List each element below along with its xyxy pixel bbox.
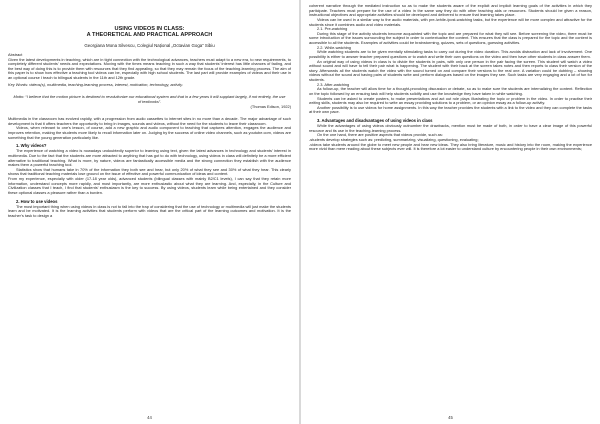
abstract-label: Abstract	[8, 52, 23, 58]
paragraph-posters: Students can be asked to create posters, to make presentations and act out role plays illustrating the topic or problem in the video. In order to practise their writing skills, students may also be required to write an essay providing solutions to a problem, or an opinion essay as a follow-up activity.	[309, 95, 592, 106]
paper-title-line2: A THEORETICAL AND PRACTICAL APPROACH	[86, 32, 213, 39]
intro-paragraph: Multimedia in the classroom has evolved rapidly, with a progression from audio cassettes to internet sites in no more than a decade. The major advantage of such development is that it offers teachers the opportunity to bring in images, sounds and videos, without the need for the students to leave their classroom.	[8, 116, 291, 126]
paragraph-pre-watching: During this stage of the activity students become acquainted with the topic and are prepared for what they will see. Before screening the video, there must be some introduction of the issues surrounding the subject in order to contextualise the content. This ensures that the class is prepared for the topic and the content is accessible to all the students. Examples of activities could be brainstorming, quizzes, sets of questions, guessing activities.	[309, 30, 592, 45]
list-item-globe: -videos take students around the globe to meet new people and hear new ideas. They also bring literature, music and history into the room, making the experience more vivid than mere reading about these subjects ever will. It is therefore a lot easier to understand culture by encountering people in their own environments;	[309, 141, 592, 152]
section-heading-2: 2. How to use videos	[16, 198, 58, 204]
list-item-strategies: -students develop strategies such as: predicting, summarizing, visualizing, questioning, evaluating;	[309, 136, 479, 142]
left-page-content	[8, 26, 291, 408]
section1-paragraph-2: Statistics show that humans take in 70% of the information they both see and hear, but only 20% of what they see and 30% of what they hear. This clearly shows that traditional teaching materials lose ground on the issue of effective and powerful communication of ideas and content.	[8, 166, 291, 177]
section1-paragraph-3: From my experience, especially with older (17-18 year olds), advanced students (bilingual classes with mainly B2/C1 levels), I can say that they retain more information, understand concepts more rapidly, and most importantly, are more enthusiastic about what they are learning. And, especially, in the Culture and Civilization classes that I teach, I find that students’ enthusiasm is the key to success. By using videos, students learn while being entertained and they consider these optional classes a pleasure rather than a burden.	[8, 176, 291, 195]
intro-paragraph-2: Videos, when relevant to one’s lesson, of course, add a new graphic and audio component to teaching that captures attention, engages the audience and improves retention, making the students more likely to recall information later on. Judging by the success of online video channels, such as youtube.com, videos are something that the young generation particularly like.	[8, 125, 291, 140]
left-page	[0, 0, 299, 424]
paragraph-video-tasks: Videos can be used in a similar way to the audio materials, with pre-/while-/post-watching tasks, but the experience will be more complex and attractive for the students since it combines audio and video materials.	[309, 16, 592, 27]
section-heading-3: 3. Advantages and disadvantages of using videos in class	[317, 118, 433, 123]
section2-paragraph-1: The most important thing when using videos in class is not to fall into the trap of considering that the use of technology or multimedia will just make the students learn and be motivated. It is the learning activities that students perform with videos that are the critical part of the learning outcomes and motivation. It is the teacher’s task to design a	[8, 203, 291, 218]
motto-source: (Thomas Edison, 1922)	[250, 103, 291, 109]
section-heading-1: 1. Why videos?	[16, 143, 47, 149]
subsection-pre-watching: 2.1. Pre-watching	[317, 26, 348, 32]
right-page-content	[309, 4, 592, 408]
subsection-after-watching: 2.3. After-watching	[317, 81, 350, 87]
paragraph-pair-activity: An original way of using videos in class is to divide the students in pairs, with only one person in the pair facing the screen. This student will watch a video without sound and will have to tell their pair what is happening. The student with their back at the screen takes notes and then reports to class their version of the story. Afterwards all the students watch the video with the sound turned on and compare their versions to the real one. A variation could be dubbing – showing videos without the sound and having pairs of students write and perform dialogues based on the images they see. Such tasks are very engaging and a lot of fun for students.	[309, 58, 592, 82]
paragraph-positive-aspects: On the one hand, there are positive aspects that videos provide, such as:	[317, 132, 443, 138]
paragraph-while-watching: While watching students are to be given mentally stimulating tasks to carry out during the video duration. This avoids distraction and lack of involvement. One possibility is either to answer teacher prepared questions or to watch and write their own questions on the video and then have other students in class answer them.	[309, 49, 592, 59]
abstract-text: Given the latest developments in teaching, which are in tight connection with the technological advances, teachers must adapt to a new era, to new requirements, to completely different students’ needs and expectations. Moving with the times means teaching in such a way that students’ interest has little chances of fading, and the best way of doing this is to provide them with resources that they find appealing, so that they may remain the focus of the teaching-learning process. The aim of this paper is to show how effective a teaching tool videos can be, especially with high school students. The last part will provide examples of videos and their use in an optional course I teach to bilingual students in the 11th and 12th grade.	[8, 56, 291, 81]
author-line: Georgiana Mona Silvescu, Colegiul Național „Octavian Goga” Sibiu	[84, 42, 215, 48]
paragraph-follow-up: As follow-up, the teacher will allow time for a thought-provoking discussion or debate, so as to make sure the students are internalizing the content. Reflection on the topic followed by an ensuing task will help students solidify and use the knowledge they have taken in while watching.	[309, 86, 592, 96]
paragraph-continued: coherent narrative through the mediated instruction so as to make the students aware of the explicit and implicit learning goals of the activities in which they participate. Teachers must prepare for the use of a video in the same way they do with other teaching aids or resources. Students should be given a reason, instructional objectives and appropriate activities should be developed and delivered to ensure that learning takes place.	[309, 4, 592, 18]
keywords: Key Words: videos(s), multimedia, teaching-learning process, interest, motivation, technology, activity.	[8, 81, 184, 87]
page-number-right: 45	[448, 415, 453, 420]
section1-paragraph-1: The experience of watching a video is nowadays undoubtedly superior to learning using text, given the latest advances in technology and students’ interest in multimedia. Due to the fact that the students are more attracted to anything that has got to do with technology, using videos in class will definitely be a more efficient alternative to traditional teaching. What is more, by nature, videos are fantastically accessible media and the strong connection they establish with the audience makes them a powerful teaching tool.	[8, 148, 291, 168]
right-page	[301, 0, 600, 424]
subsection-while-watching: 2.2. While-watching	[317, 44, 351, 50]
page-number-left: 44	[147, 415, 152, 420]
paper-title-line1: USING VIDEOS IN CLASS:	[114, 26, 185, 32]
paragraph-home-assignments: Another possibility is to use videos for home assignments. In this way the teacher provides the students with a link to the video and they can complete the tasks at their own pace.	[309, 104, 592, 115]
motto: Motto: “I believe that the motion picture is destined to revolutionize our educational system and that in a few years it will supplant largely, if not entirely, the use of textbooks”.	[13, 94, 286, 104]
paragraph-advantages-intro: While the advantages of using videos obviously outnumber the drawbacks, mention must be made of both, in order to have a clear image of this powerful resource and its use in the teaching-learning process.	[309, 123, 592, 133]
